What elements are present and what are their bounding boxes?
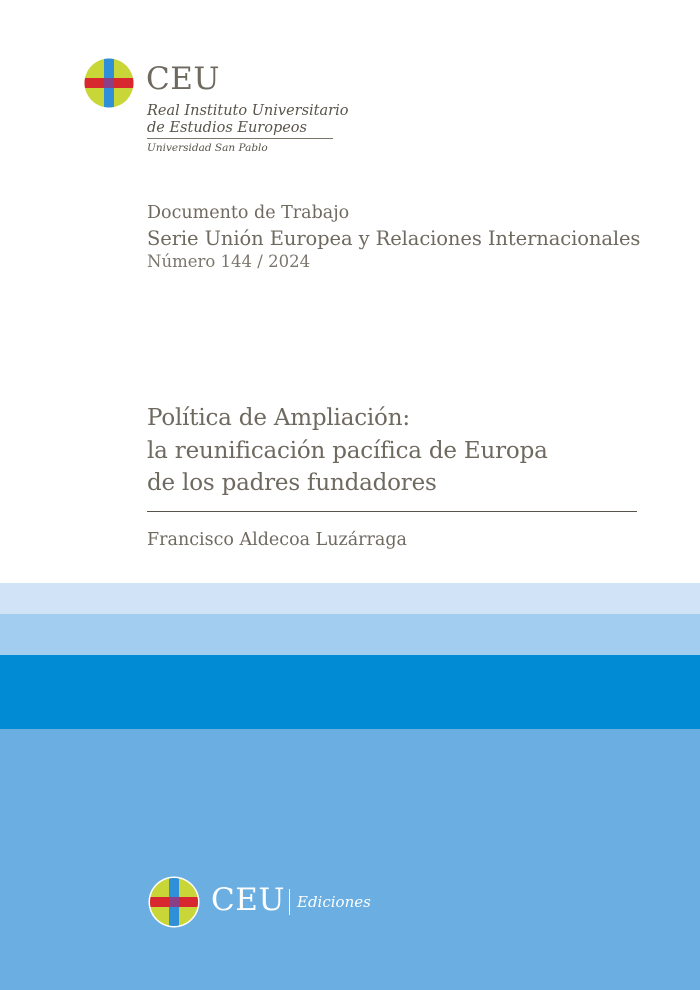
institution-name-line1: Real Instituto Universitario (147, 103, 349, 119)
document-type: Documento de Trabajo (147, 203, 350, 223)
institution-divider (147, 138, 333, 139)
author-name: Francisco Aldecoa Luzárraga (147, 530, 407, 550)
ceu-ediciones-emblem-icon (148, 876, 200, 928)
issue-number: Número 144 / 2024 (147, 252, 311, 271)
title-line2: la reunificación pacífica de Europa (147, 438, 548, 464)
band-light (0, 614, 700, 655)
publisher-imprint: Ediciones (297, 893, 371, 911)
institution-name-line2: de Estudios Europeos (147, 120, 307, 136)
band-strong (0, 655, 700, 729)
publisher-divider (289, 889, 290, 915)
band-base (0, 729, 700, 990)
band-pale (0, 583, 700, 614)
ceu-emblem-icon (84, 58, 134, 108)
publisher-wordmark: CEU (211, 882, 285, 918)
title-line3: de los padres fundadores (147, 470, 437, 496)
title-line1: Política de Ampliación: (147, 405, 410, 431)
university-name: Universidad San Pablo (147, 142, 268, 154)
series-name: Serie Unión Europea y Relaciones Internacionales (147, 227, 641, 250)
ceu-wordmark: CEU (146, 61, 220, 97)
title-divider (147, 511, 637, 512)
